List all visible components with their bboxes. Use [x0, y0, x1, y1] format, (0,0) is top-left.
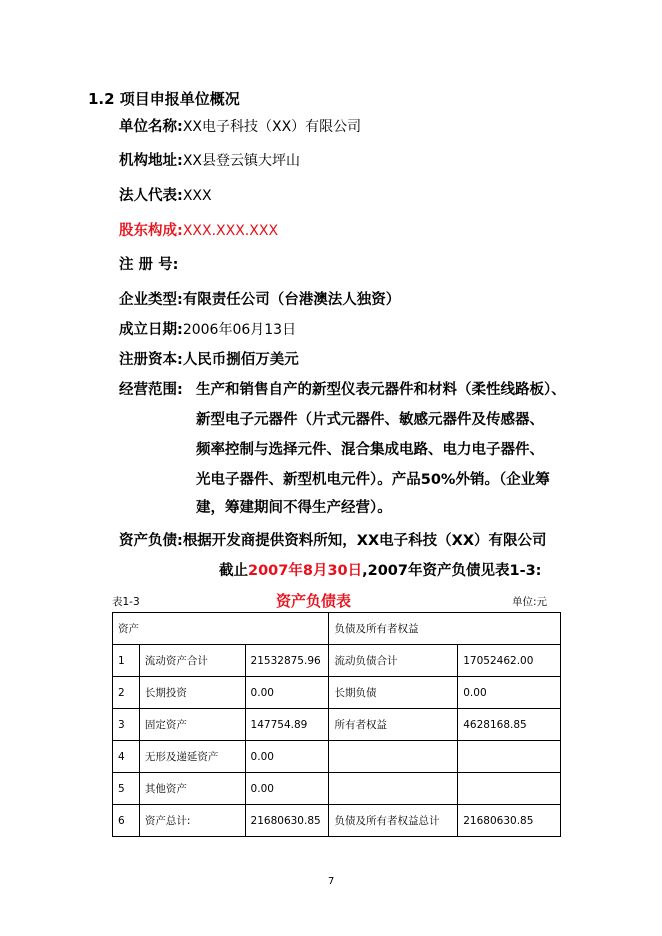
table-row	[113, 709, 561, 741]
header-assets: 资产	[113, 613, 329, 645]
liability-name: 流动负债合计	[329, 645, 458, 677]
table-title: 资产负债表	[276, 592, 352, 610]
liability-name	[329, 741, 458, 773]
liability-value: 4628168.85	[458, 709, 561, 741]
table-unit: 单位:元	[512, 596, 548, 608]
field-address	[119, 149, 300, 170]
asset-name: 长期投资	[139, 677, 245, 709]
assets-label: 资产负债:	[119, 533, 183, 549]
shareholders-value: XXX.XXX.XXX	[182, 223, 279, 239]
company-name-value: XX电子科技（XX）有限公司	[182, 119, 362, 135]
capital-label: 注册资本:	[119, 352, 183, 368]
table-row	[113, 645, 561, 677]
field-legal-rep	[119, 184, 212, 205]
assets-date: 2007年8月30日	[248, 563, 363, 579]
scope-line: 光电子器件、新型机电元件）。产品50%外销。（企业筹	[196, 472, 550, 488]
asset-name: 流动资产合计	[139, 645, 245, 677]
shareholders-label: 股东构成:	[119, 223, 183, 239]
table-header-row	[113, 613, 561, 645]
legal-rep-value: XXX	[182, 188, 212, 204]
header-liabilities: 负债及所有者权益	[329, 613, 561, 645]
founded-label: 成立日期:	[119, 322, 183, 338]
row-number: 1	[113, 645, 140, 677]
address-value: XX县登云镇大坪山	[182, 153, 300, 169]
liability-value	[458, 741, 561, 773]
table-row	[113, 805, 561, 837]
field-assets	[119, 529, 547, 550]
field-reg-no	[119, 253, 178, 274]
row-number: 4	[113, 741, 140, 773]
liability-name	[329, 773, 458, 805]
company-type-value: 有限责任公司（台港澳法人独资）	[182, 292, 401, 308]
legal-rep-label: 法人代表:	[119, 188, 183, 204]
liability-value	[458, 773, 561, 805]
field-shareholders	[119, 219, 278, 240]
table-row	[113, 741, 561, 773]
company-name-label: 单位名称:	[119, 119, 183, 135]
company-type-label: 企业类型:	[119, 292, 183, 308]
liability-name: 负债及所有者权益总计	[329, 805, 458, 837]
scope-line: 生产和销售自产的新型仪表元器件和材料（柔性线路板）、	[196, 382, 566, 398]
scope-label: 经营范围:	[119, 382, 183, 398]
asset-value: 21532875.96	[245, 645, 329, 677]
asset-name: 其他资产	[139, 773, 245, 805]
section-title: 1.2 项目申报单位概况	[88, 90, 240, 108]
scope-line: 新型电子元器件（片式元器件、敏感元器件及传感器、	[196, 412, 544, 428]
table-number: 表1-3	[112, 596, 140, 608]
row-number: 3	[113, 709, 140, 741]
address-label: 机构地址:	[119, 153, 183, 169]
field-company-name	[119, 115, 361, 136]
assets-line2	[219, 559, 541, 580]
assets-line2-suffix: ,2007年资产负债见表1-3:	[362, 563, 542, 579]
asset-value: 21680630.85	[245, 805, 329, 837]
scope-line: 频率控制与选择元件、混合集成电路、电力电子器件、	[196, 442, 544, 458]
liability-value: 21680630.85	[458, 805, 561, 837]
row-number: 5	[113, 773, 140, 805]
balance-sheet-table	[112, 612, 561, 837]
row-number: 2	[113, 677, 140, 709]
asset-value: 147754.89	[245, 709, 329, 741]
reg-no-label: 注 册 号:	[119, 257, 179, 273]
table-row	[113, 677, 561, 709]
scope-line: 建，筹建期间不得生产经营）。	[196, 500, 392, 516]
asset-name: 固定资产	[139, 709, 245, 741]
asset-name: 无形及递延资产	[139, 741, 245, 773]
liability-value: 17052462.00	[458, 645, 561, 677]
row-number: 6	[113, 805, 140, 837]
asset-name: 资产总计:	[139, 805, 245, 837]
table-row	[113, 773, 561, 805]
asset-value: 0.00	[245, 773, 329, 805]
liability-value: 0.00	[458, 677, 561, 709]
liability-name: 长期负债	[329, 677, 458, 709]
assets-line2-prefix: 截止	[219, 563, 248, 579]
founded-value: 2006年06月13日	[182, 322, 297, 338]
asset-value: 0.00	[245, 677, 329, 709]
field-capital	[119, 348, 299, 369]
liability-name: 所有者权益	[329, 709, 458, 741]
asset-value: 0.00	[245, 741, 329, 773]
field-founded	[119, 318, 296, 339]
field-company-type	[119, 288, 400, 309]
page-number: 7	[328, 876, 335, 887]
capital-value: 人民币捌佰万美元	[182, 352, 299, 368]
assets-line1: 根据开发商提供资料所知，XX电子科技（XX）有限公司	[182, 533, 547, 549]
